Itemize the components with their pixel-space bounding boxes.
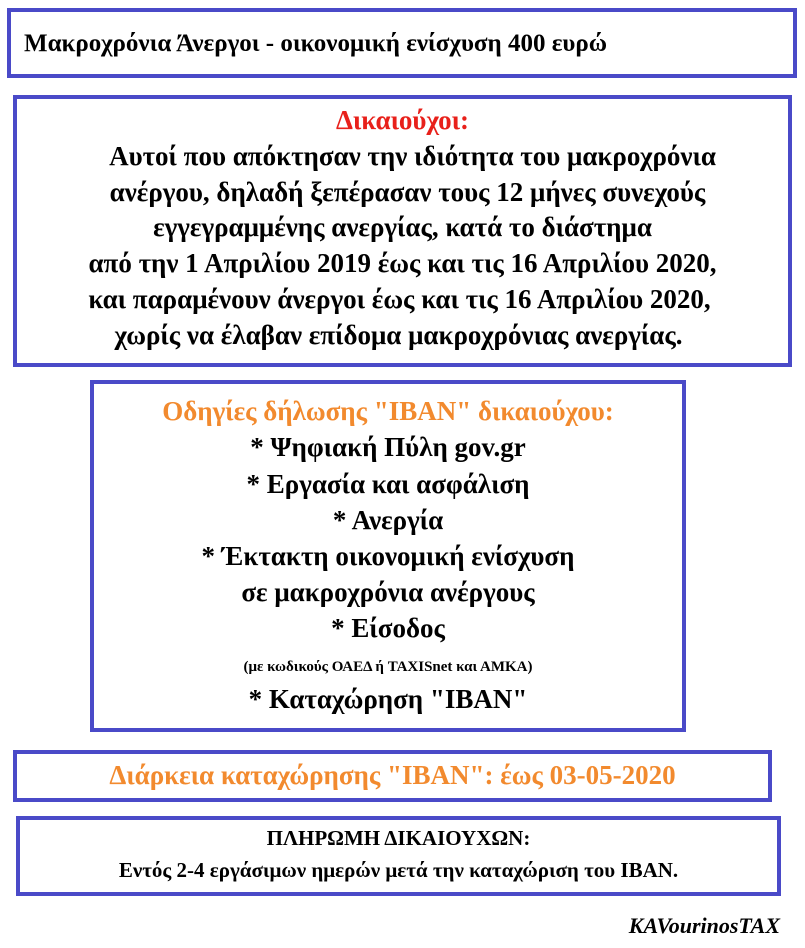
beneficiaries-line-2: ανέργου, δηλαδή ξεπέρασαν τους 12 μήνες συνεχούς (109, 177, 706, 207)
beneficiaries-line-3: εγγεγραμμένης ανεργίας, κατά το διάστημα (153, 212, 652, 242)
beneficiaries-box (13, 95, 792, 367)
page-title: Μακροχρόνια Άνεργοι - οικονομική ενίσχυση 400 ευρώ (24, 30, 608, 57)
instructions-step-5: σε μακροχρόνια ανέργους (241, 577, 535, 607)
instructions-heading: Οδηγίες δήλωσης "IBAN" δικαιούχου: (162, 396, 614, 426)
instructions-step-4: * Έκτακτη οικονομική ενίσχυση (201, 541, 575, 571)
signature: KAVourinosTAX (628, 913, 780, 938)
payment-box (16, 816, 781, 896)
payment-heading: ΠΛΗΡΩΜΗ ΔΙΚΑΙΟΥΧΩΝ: (266, 826, 531, 850)
beneficiaries-line-1: Αυτοί που απόκτησαν την ιδιότητα του μακροχρόνια (109, 141, 716, 171)
instructions-box (90, 380, 686, 732)
title-box (7, 8, 797, 78)
instructions-note: (με κωδικούς ΟΑΕΔ ή TAXISnet και ΑΜΚΑ) (243, 659, 533, 675)
beneficiaries-heading: Δικαιούχοι: (335, 105, 470, 135)
beneficiaries-line-4: από την 1 Απριλίου 2019 έως και τις 16 Απριλίου 2020, (88, 248, 717, 278)
duration-box (13, 750, 772, 802)
beneficiaries-line-5: και παραμένουν άνεργοι έως και τις 16 Απριλίου 2020, (88, 284, 711, 314)
instructions-step-1: * Ψηφιακή Πύλη gov.gr (250, 432, 526, 462)
duration-text: Διάρκεια καταχώρησης "IBAN": έως 03-05-2020 (109, 760, 676, 790)
instructions-step-3: * Ανεργία (332, 505, 444, 535)
instructions-step-6: * Είσοδος (331, 613, 445, 643)
beneficiaries-line-6: χωρίς να έλαβαν επίδομα μακροχρόνιας ανεργίας. (114, 320, 683, 350)
payment-text: Εντός 2-4 εργάσιμων ημερών μετά την καταχώριση του IBAN. (118, 858, 679, 882)
instructions-step-2: * Εργασία και ασφάλιση (246, 469, 530, 499)
instructions-final-step: * Καταχώρηση "IBAN" (248, 684, 528, 714)
